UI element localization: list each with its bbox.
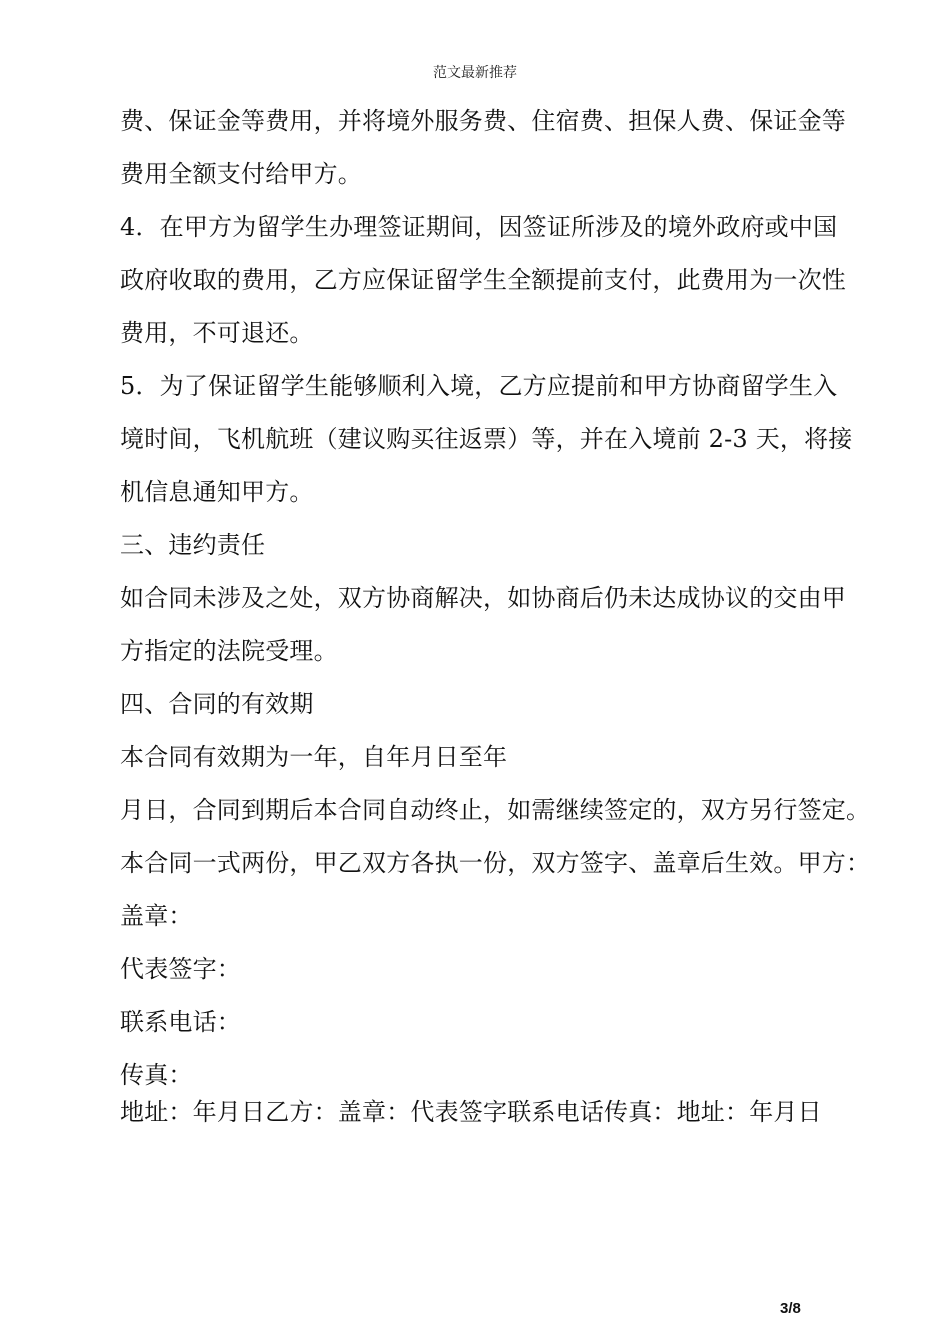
- text-line: 5．为了保证留学生能够顺利入境，乙方应提前和甲方协商留学生入: [120, 372, 838, 400]
- section-heading: 三、违约责任: [120, 531, 266, 559]
- text-line: 本合同一式两份，甲乙双方各执一份，双方签字、盖章后生效。甲方：: [120, 849, 871, 877]
- section-heading: 四、合同的有效期: [120, 690, 314, 718]
- text-line: 方指定的法院受理。: [120, 637, 338, 665]
- text-line: 费用全额支付给甲方。: [120, 160, 362, 188]
- text-line: 境时间，飞机航班（建议购买往返票）等，并在入境前 2-3 天，将接: [120, 425, 853, 453]
- signature-field: 联系电话：: [120, 1008, 241, 1036]
- text-line: 费、保证金等费用，并将境外服务费、住宿费、担保人费、保证金等: [120, 107, 846, 135]
- signature-field: 传真：: [120, 1061, 193, 1089]
- text-line: 月日，合同到期后本合同自动终止，如需继续签定的，双方另行签定。: [120, 796, 871, 824]
- signature-field: 代表签字：: [120, 955, 241, 983]
- text-line: 如合同未涉及之处，双方协商解决，如协商后仍未达成协议的交由甲: [120, 584, 846, 612]
- signature-field: 盖章：: [120, 902, 193, 930]
- signature-field: 地址：年月日乙方：盖章：代表签字联系电话传真：地址：年月日: [120, 1098, 822, 1126]
- text-line: 本合同有效期为一年，自年月日至年: [120, 743, 508, 771]
- page-number: 3/8: [780, 1300, 801, 1317]
- text-line: 机信息通知甲方。: [120, 478, 314, 506]
- text-line: 费用，不可退还。: [120, 319, 314, 347]
- page-header: 范文最新推荐: [433, 65, 517, 81]
- text-line: 政府收取的费用，乙方应保证留学生全额提前支付，此费用为一次性: [120, 266, 846, 294]
- text-line: 4．在甲方为留学生办理签证期间，因签证所涉及的境外政府或中国: [120, 213, 838, 241]
